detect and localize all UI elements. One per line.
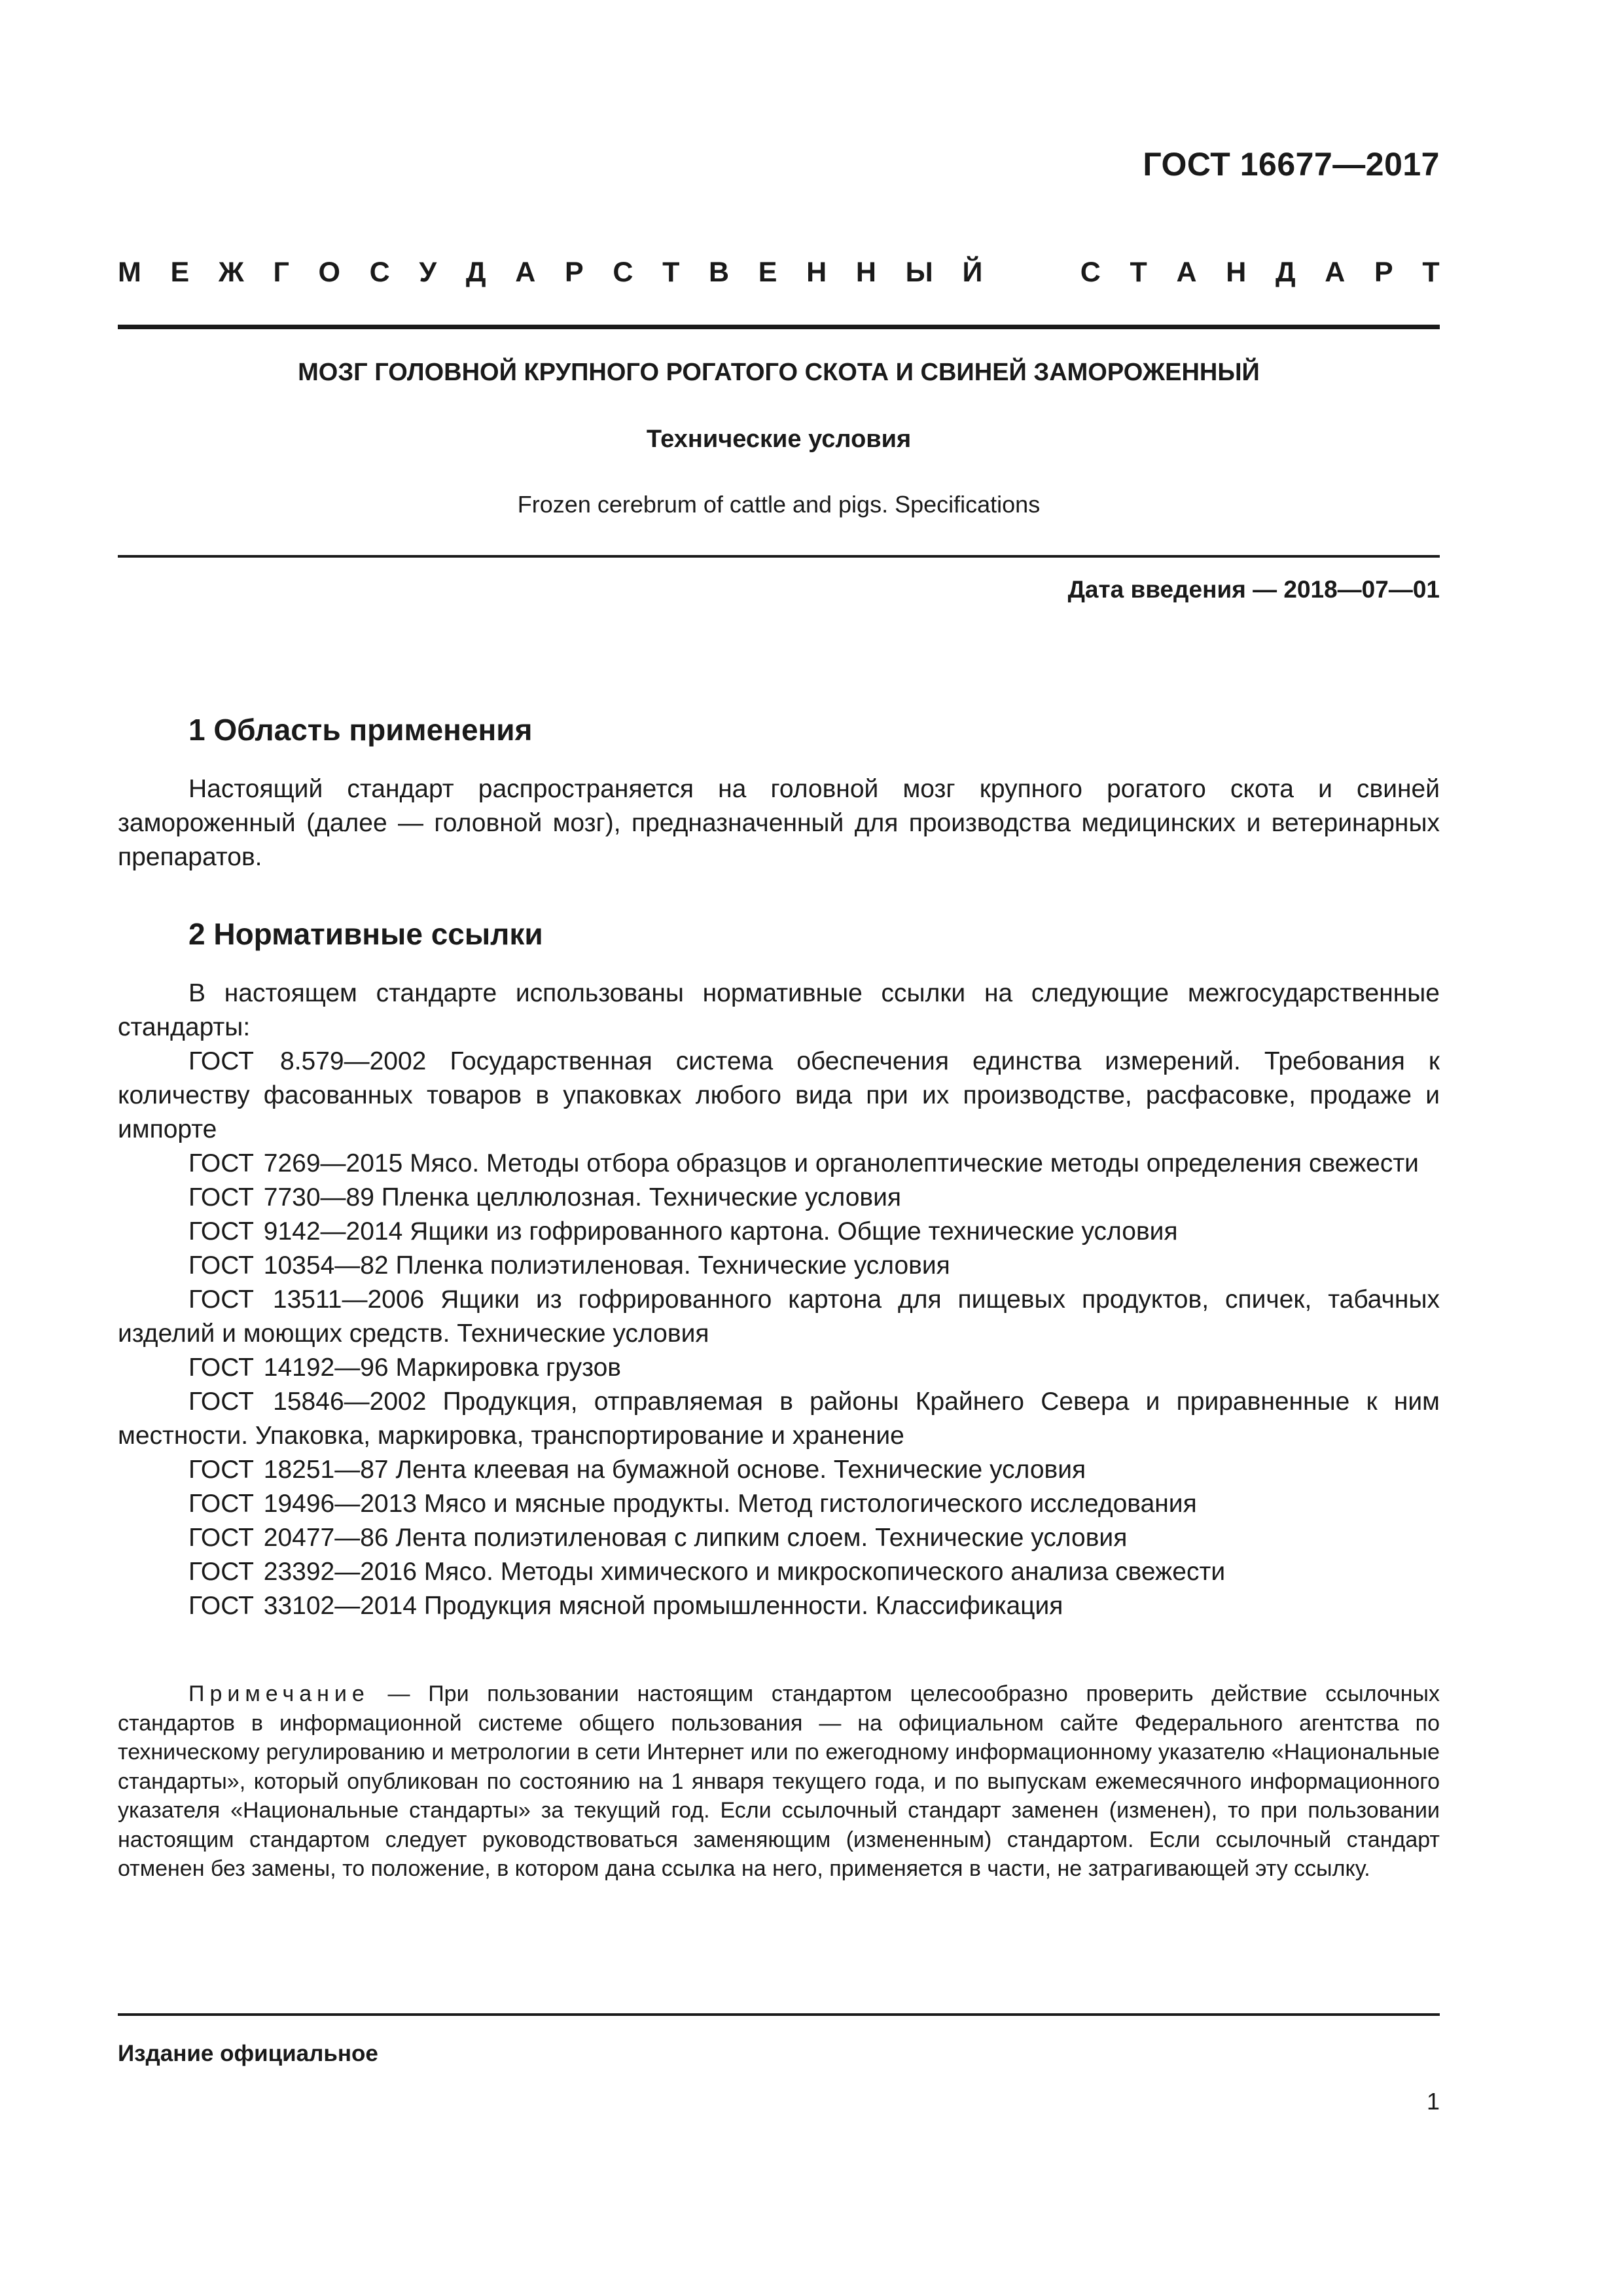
footer-divider	[118, 2013, 1440, 2016]
reference-item	[118, 1385, 1440, 1453]
standard-kind-letter: Н	[1226, 257, 1247, 288]
standard-kind-letter: Ы	[905, 257, 933, 288]
header-divider	[118, 325, 1440, 329]
reference-item	[118, 1215, 1440, 1249]
reference-item	[118, 1147, 1440, 1181]
document-subtitle: Технические условия	[646, 425, 912, 453]
reference-code: ГОСТ 7269—2015	[188, 1149, 403, 1177]
reference-title: Государственная система обеспечения единства измерений. Требования к количеству фасованных товаров в упаковках любого вида при их производстве, расфасовке, продаже и импорте	[118, 1047, 1440, 1143]
reference-code: ГОСТ 14192—96	[188, 1354, 389, 1382]
reference-code: ГОСТ 15846—2002	[188, 1388, 427, 1416]
reference-title: Ящики из гофрированного картона. Общие технические условия	[410, 1217, 1178, 1246]
reference-item	[118, 1589, 1440, 1623]
reference-code: ГОСТ 18251—87	[188, 1456, 389, 1484]
reference-code: ГОСТ 13511—2006	[188, 1285, 425, 1314]
reference-title: Лента полиэтиленовая с липким слоем. Технические условия	[395, 1524, 1128, 1552]
reference-title: Продукция, отправляемая в районы Крайнего Севера и приравненные к ним местности. Упаковка, маркировка, транспортирование и хранение	[118, 1388, 1440, 1450]
standard-kind-letter: Н	[806, 257, 827, 288]
standard-kind-letter: Е	[758, 257, 777, 288]
reference-item	[118, 1487, 1440, 1521]
reference-item	[118, 1521, 1440, 1555]
page-number: 1	[1426, 2088, 1440, 2115]
reference-title: Пленка целлюлозная. Технические условия	[381, 1183, 902, 1211]
standard-kind-letter: Т	[1422, 257, 1440, 288]
scope-body	[118, 772, 1440, 874]
reference-code: ГОСТ 20477—86	[188, 1524, 389, 1552]
section-heading-references: 2 Нормативные ссылки	[188, 917, 543, 951]
official-edition-label: Издание официальное	[118, 2041, 378, 2066]
standard-kind-letter: Р	[1374, 257, 1393, 288]
standard-kind-letter: Т	[662, 257, 680, 288]
standard-kind-letter: Е	[170, 257, 190, 288]
standard-kind-letter: Р	[564, 257, 584, 288]
word-gap	[1012, 257, 1051, 289]
reference-code: ГОСТ 8.579—2002	[188, 1047, 427, 1075]
reference-code: ГОСТ 10354—82	[188, 1251, 389, 1280]
standard-kind-letter: М	[118, 257, 141, 288]
references-note	[118, 1679, 1440, 1884]
standard-kind-heading	[118, 257, 1440, 289]
title-divider	[118, 555, 1440, 558]
standard-kind-letter: А	[515, 257, 536, 288]
standard-kind-letter: С	[613, 257, 633, 288]
english-title: Frozen cerebrum of cattle and pigs. Specifications	[517, 491, 1041, 518]
document-title: МОЗГ ГОЛОВНОЙ КРУПНОГО РОГАТОГО СКОТА И СВИНЕЙ ЗАМОРОЖЕННЫЙ	[298, 359, 1260, 386]
standard-kind-letter: С	[1080, 257, 1101, 288]
standard-kind-letter: О	[318, 257, 340, 288]
reference-title: Лента клеевая на бумажной основе. Технические условия	[395, 1456, 1086, 1484]
reference-title: Продукция мясной промышленности. Классификация	[423, 1592, 1063, 1620]
note-text: — При пользовании настоящим стандартом целесообразно проверить действие ссылочных стандартов в информационной системе общего пользования — на официальном сайте Федерального агентства по техническому регулированию и метрологии в сети Интернет или по ежегодному информационному указателю «Национальные стандарты», который опубликован по состоянию на 1 января текущего года, и по выпускам ежемесячного информационного указателя «Национальные стандарты» за текущий год. Если ссылочный стандарт заменен (изменен), то при пользовании настоящим стандартом следует руководствоваться заменяющим (измененным) стандартом. Если ссылочный стандарт отменен без замены, то положение, в котором дана ссылка на него, применяется в части, не затрагивающей эту ссылку.	[118, 1681, 1440, 1881]
standard-kind-letter: Ж	[218, 257, 244, 288]
reference-item	[118, 1453, 1440, 1487]
reference-title: Ящики из гофрированного картона для пищевых продуктов, спичек, табачных изделий и моющих средств. Технические условия	[118, 1285, 1440, 1348]
note-label: Примечание	[188, 1681, 370, 1706]
reference-title: Мясо и мясные продукты. Метод гистологического исследования	[423, 1490, 1197, 1518]
reference-item	[118, 1249, 1440, 1283]
reference-code: ГОСТ 23392—2016	[188, 1558, 418, 1586]
reference-title: Пленка полиэтиленовая. Технические условия	[395, 1251, 950, 1280]
reference-list	[118, 1045, 1440, 1623]
reference-title: Маркировка грузов	[395, 1354, 621, 1382]
reference-item	[118, 1181, 1440, 1215]
standard-kind-letter: Г	[273, 257, 289, 288]
introduction-date: Дата введения — 2018—07—01	[1067, 576, 1440, 603]
document-number: ГОСТ 16677—2017	[1143, 146, 1440, 183]
standard-kind-letter: Н	[855, 257, 876, 288]
reference-title: Мясо. Методы химического и микроскопического анализа свежести	[423, 1558, 1226, 1586]
standard-kind-letter: Й	[962, 257, 983, 288]
references-intro: В настоящем стандарте использованы нормативные ссылки на следующие межгосударственные стандарты:	[118, 979, 1440, 1041]
standard-kind-letter: Т	[1130, 257, 1147, 288]
reference-code: ГОСТ 19496—2013	[188, 1490, 418, 1518]
reference-code: ГОСТ 33102—2014	[188, 1592, 418, 1620]
standard-kind-letter: У	[419, 257, 437, 288]
references-intro-block	[118, 977, 1440, 1045]
document-page	[118, 0, 1440, 2296]
reference-code: ГОСТ 7730—89	[188, 1183, 374, 1211]
reference-item	[118, 1351, 1440, 1385]
scope-paragraph: Настоящий стандарт распространяется на головной мозг крупного рогатого скота и свиней замороженный (далее — головной мозг), предназначенный для производства медицинских и ветеринарных препаратов.	[118, 775, 1440, 871]
reference-item	[118, 1555, 1440, 1589]
standard-kind-letter: Д	[465, 257, 486, 288]
standard-kind-letter: А	[1325, 257, 1346, 288]
reference-item	[118, 1045, 1440, 1147]
standard-kind-letter: В	[709, 257, 730, 288]
section-heading-scope: 1 Область применения	[188, 713, 533, 747]
standard-kind-letter: А	[1176, 257, 1197, 288]
reference-title: Мясо. Методы отбора образцов и органолептические методы определения свежести	[410, 1149, 1419, 1177]
standard-kind-letter: Д	[1275, 257, 1296, 288]
reference-item	[118, 1283, 1440, 1351]
reference-code: ГОСТ 9142—2014	[188, 1217, 403, 1246]
standard-kind-letter: С	[369, 257, 390, 288]
